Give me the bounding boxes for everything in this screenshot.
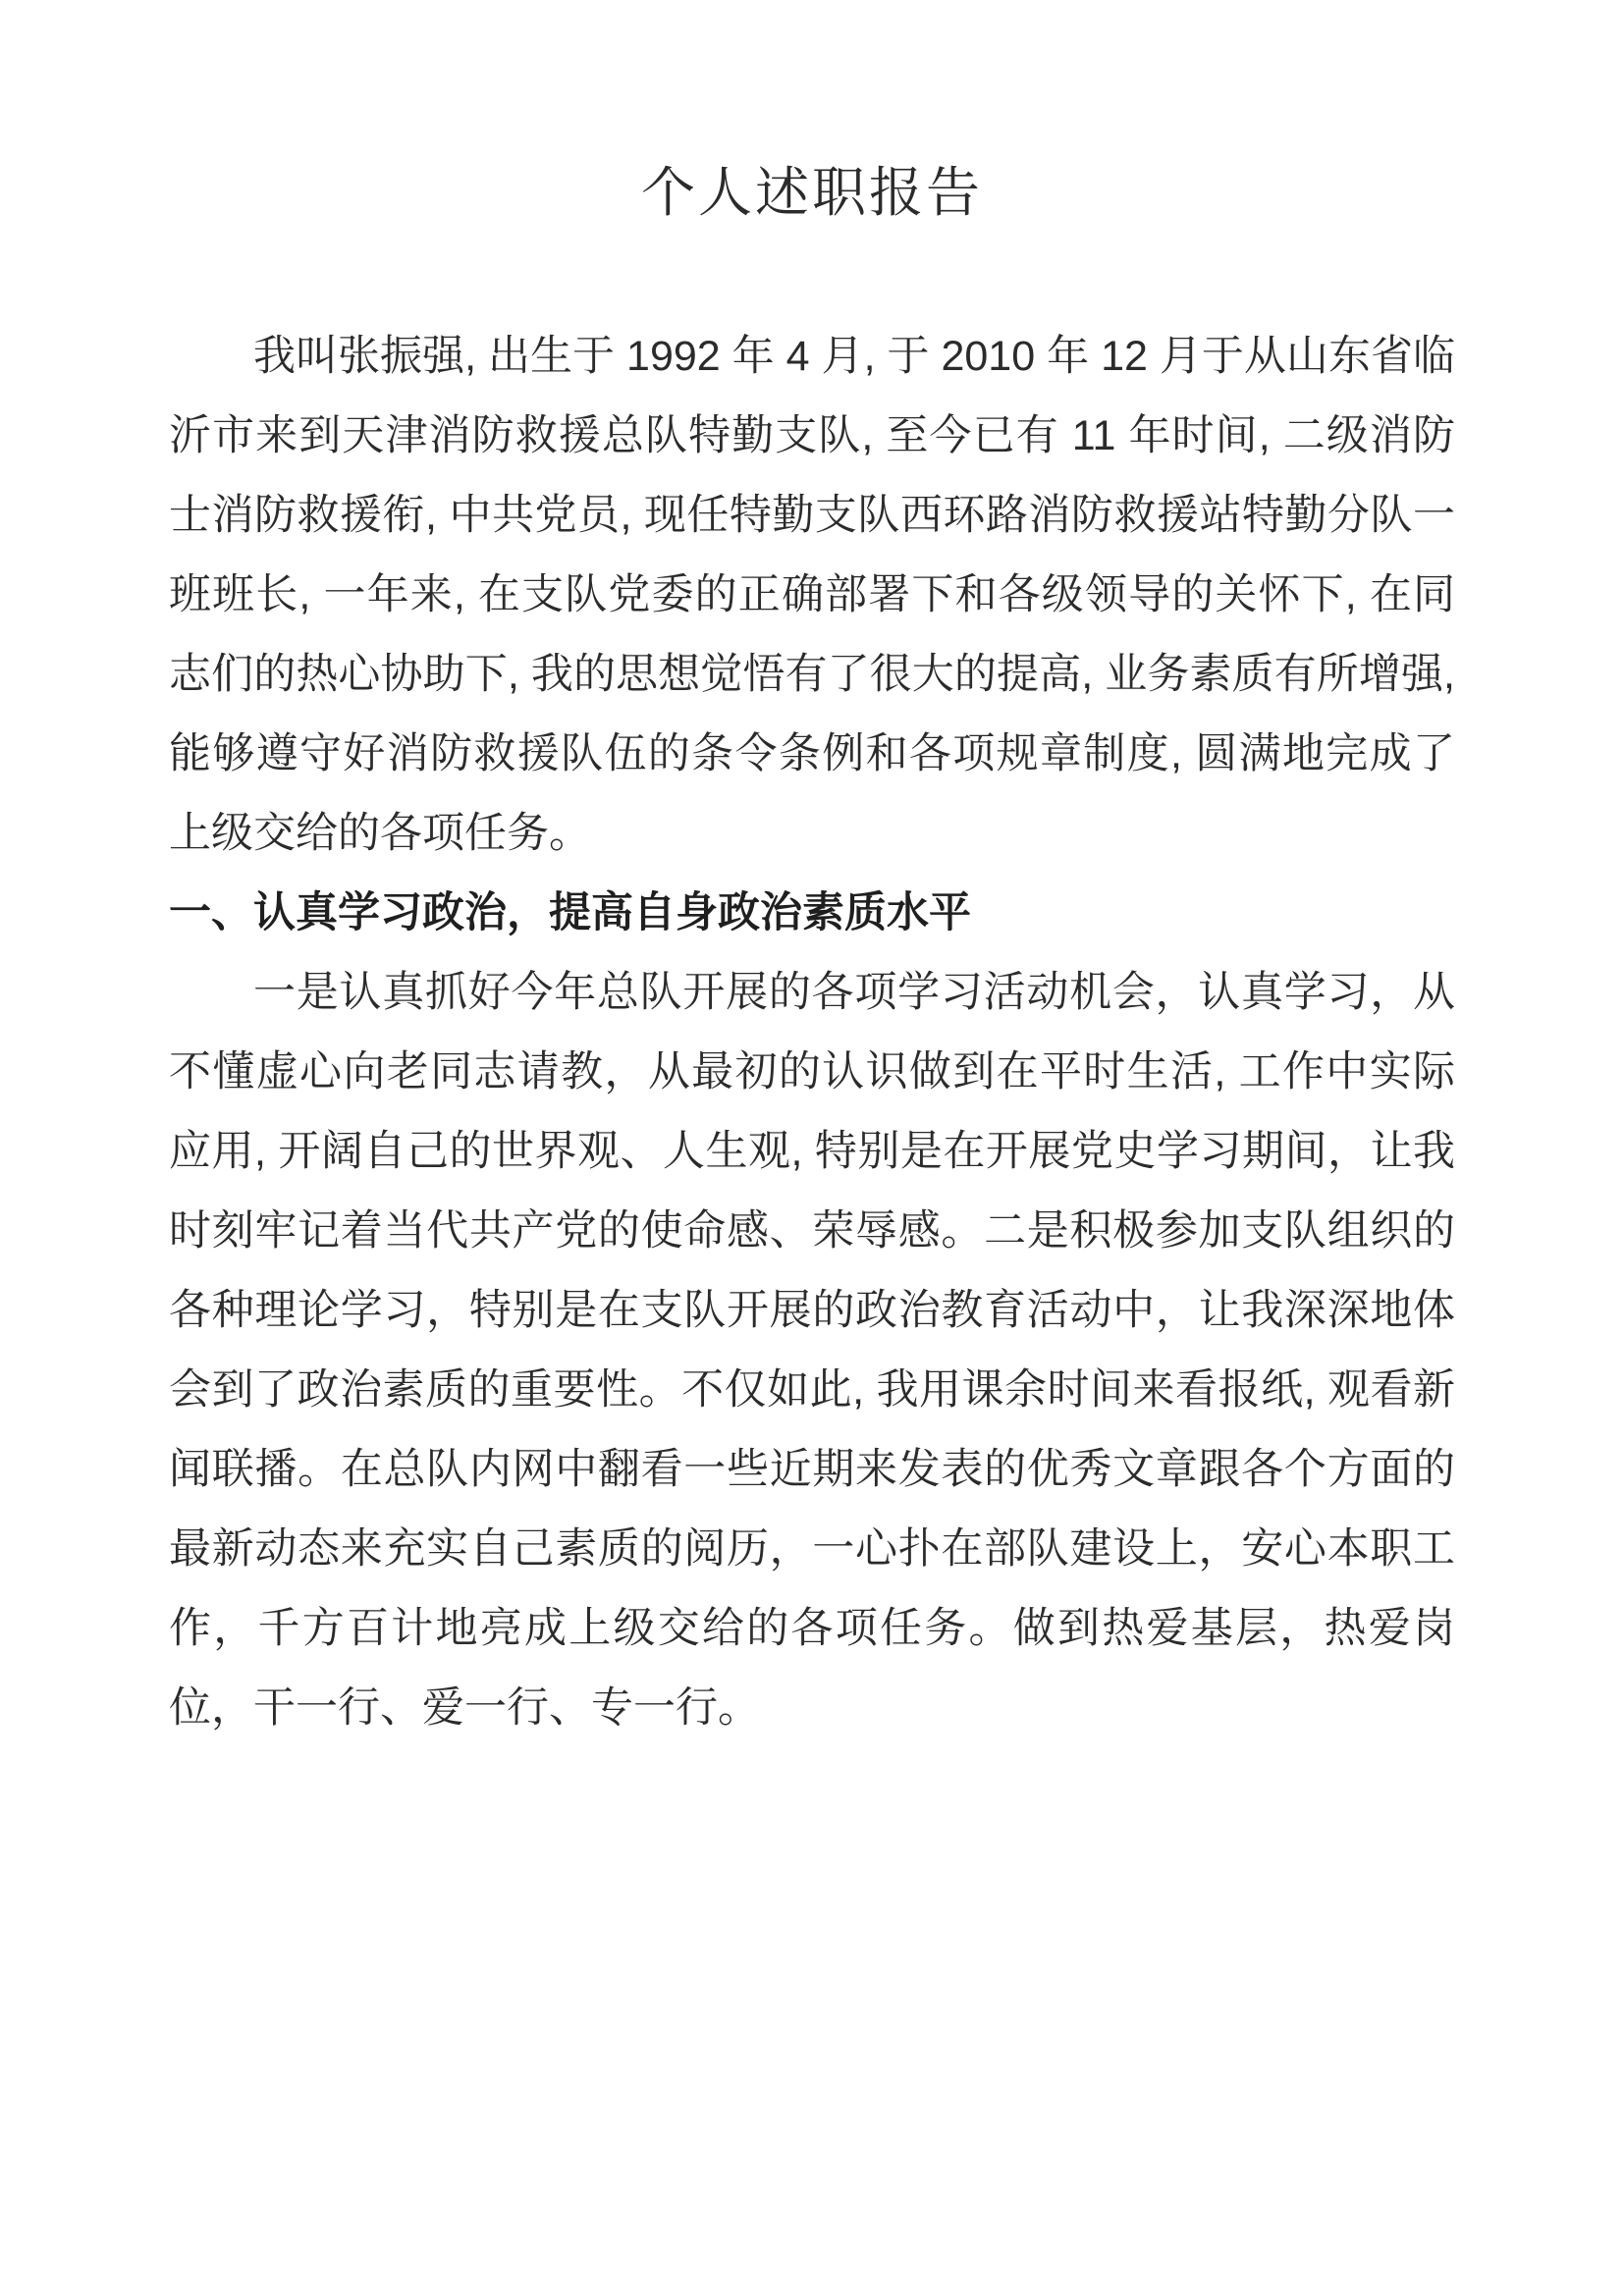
document-title: 个人述职报告: [640, 162, 983, 223]
title-spacer: [169, 227, 1455, 317]
section1-paragraph: 一是认真抓好今年总队开展的各项学习活动机会，认真学习，从不懂虚心向老同志请教，从最初的认识做到在平时生活, 工作中实际应用, 开阔自己的世界观、人生观, 特别是在开展党史学习期间，让我时刻牢记着当代共产党的使命感、荣辱感。二是积极参加支队组织的各种理论学习，特别是在支队开展的政治教育活动中，让我深深地体会到了政治素质的重要性。不仅如此, 我用课余时间来看报纸, 观看新闻联播。在总队内网中翻看一些近期来发表的优秀文章跟各个方面的最新动态来充实自己素质的阅历，一心扑在部队建设上，安心本职工作，千方百计地亮成上级交给的各项任务。做到热爱基层，热爱岗位，干一行、爱一行、专一行。: [169, 969, 1455, 1732]
section1-heading: 一、认真学习政治，提高自身政治素质水平: [169, 889, 971, 936]
intro-paragraph: 我叫张振强, 出生于 1992 年 4 月, 于 2010 年 12 月于从山东省临沂市来到天津消防救援总队特勤支队, 至今已有 11 年时间, 二级消防士消防救援衔, 中共党员, 现任特勤支队西环路消防救援站特勤分队一班班长, 一年来, 在支队党委的正确部署下和各级领导的关怀下, 在同志们的热心协助下, 我的思想觉悟有了很大的提高, 业务素质有所增强, 能够遵守好消防救援队伍的条令条例和各项规章制度, 圆满地完成了上级交给的各项任务。: [169, 333, 1455, 857]
